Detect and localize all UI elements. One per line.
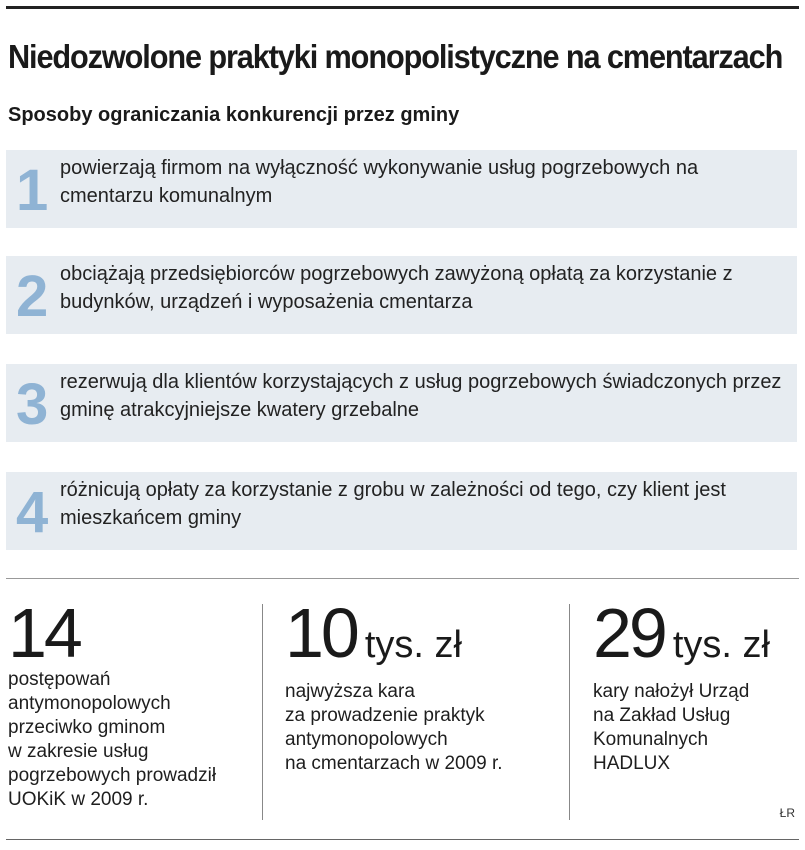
bottom-rule bbox=[6, 839, 799, 840]
item-text: powierzają firmom na wyłączność wykonywanie usług pogrzebowych na cmentarzu komunalnym bbox=[60, 157, 699, 207]
top-rule bbox=[6, 6, 799, 9]
list-item bbox=[6, 364, 797, 442]
stat-proceedings bbox=[8, 594, 258, 812]
item-number: 2 bbox=[16, 264, 49, 329]
subtitle: Sposoby ograniczania konkurencji przez gminy bbox=[8, 104, 460, 126]
stat-value: 10 tys. zł bbox=[285, 594, 462, 672]
column-divider bbox=[569, 604, 570, 820]
stat-max-fine bbox=[285, 594, 555, 776]
list-item bbox=[6, 472, 797, 550]
list-item bbox=[6, 150, 797, 228]
item-text: obciążają przedsiębiorców pogrzebowych zawyżoną opłatą za korzystanie z budynków, urządzeń i wyposażenia cmentarza bbox=[60, 263, 733, 313]
stat-unit: tys. zł bbox=[672, 624, 770, 666]
item-number: 3 bbox=[16, 372, 49, 437]
item-text: rezerwują dla klientów korzystających z usług pogrzebowych świadczonych przez gminę atrakcyjniejsze kwatery grzebalne bbox=[60, 371, 782, 421]
item-number: 1 bbox=[16, 158, 49, 223]
stat-value: 29 tys. zł bbox=[593, 594, 770, 672]
item-number: 4 bbox=[16, 480, 49, 545]
stat-unit: tys. zł bbox=[364, 624, 462, 666]
item-text: różnicują opłaty za korzystanie z grobu w zależności od tego, czy klient jest mieszkańcem gminy bbox=[60, 479, 726, 529]
stat-description: kary nałożył Urząd na Zakład Usług Komunalnych HADLUX bbox=[593, 681, 750, 774]
list-item bbox=[6, 256, 797, 334]
stat-description: najwyższa kara za prowadzenie praktyk antymonopolowych na cmentarzach w 2009 r. bbox=[285, 681, 503, 774]
stat-hadlux-fine bbox=[593, 594, 798, 776]
author-credit: ŁR bbox=[779, 806, 795, 820]
page-title: Niedozwolone praktyki monopolistyczne na cmentarzach bbox=[8, 38, 783, 75]
stat-description: postępowań antymonopolowych przeciwko gminom w zakresie usług pogrzebowych prowadził UOKiK w 2009 r. bbox=[8, 669, 217, 810]
stat-value: 14 bbox=[8, 594, 80, 672]
column-divider bbox=[262, 604, 263, 820]
section-divider bbox=[6, 578, 799, 579]
